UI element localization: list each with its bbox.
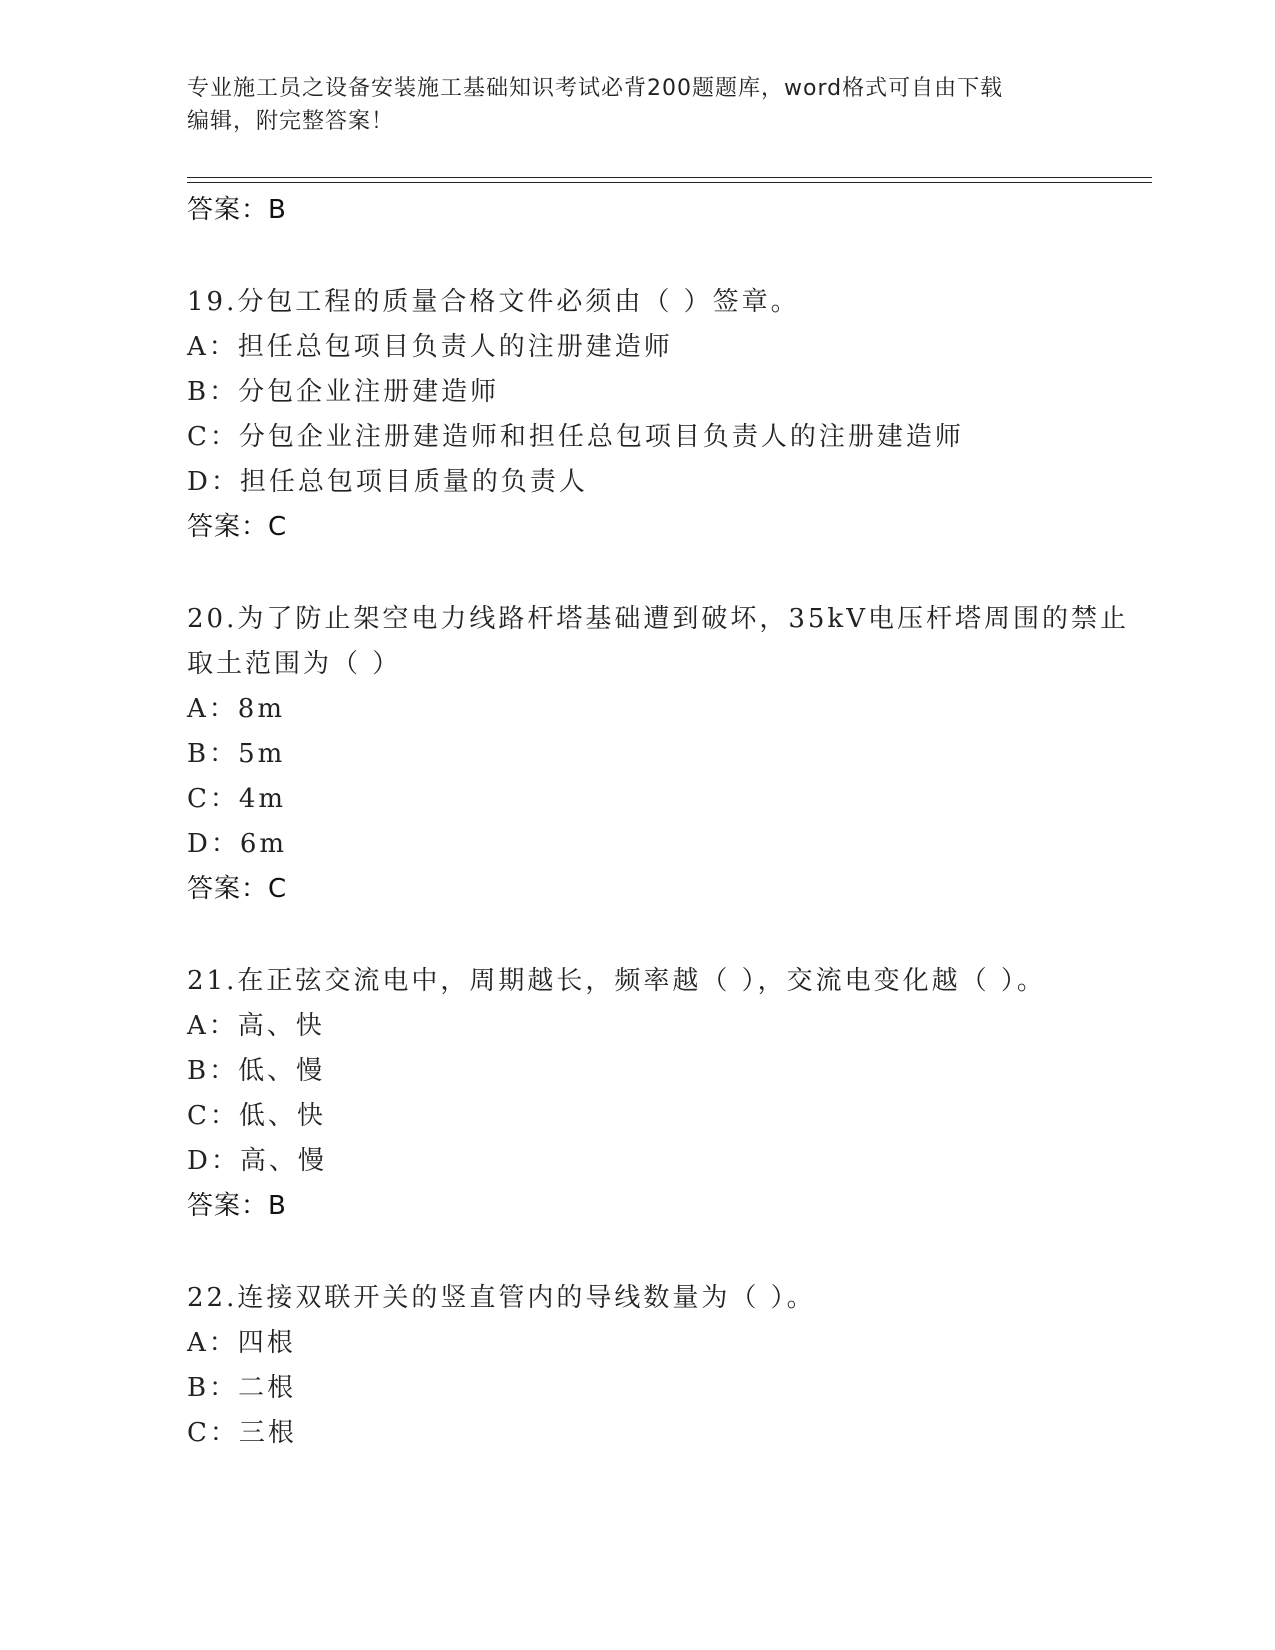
option-b: B：低、慢 <box>187 1056 326 1086</box>
option-d: D：担任总包项目质量的负责人 <box>187 467 588 497</box>
answer: 答案：B <box>187 1191 287 1221</box>
option-c: C：低、快 <box>187 1101 326 1131</box>
option-a: A：四根 <box>187 1328 296 1358</box>
header-line-1: 专业施工员之设备安装施工基础知识考试必背200题题库，word格式可自由下载 <box>187 76 1004 101</box>
option-c: C：4m <box>187 784 287 814</box>
question-21 <box>187 959 1147 1228</box>
question-text: 21.在正弦交流电中，周期越长，频率越（ ），交流电变化越（ ）。 <box>187 966 1046 996</box>
option-c: C：分包企业注册建造师和担任总包项目负责人的注册建造师 <box>187 422 964 452</box>
option-a: A：担任总包项目负责人的注册建造师 <box>187 332 673 362</box>
answer: 答案：C <box>187 874 288 904</box>
question-text: 22.连接双联开关的竖直管内的导线数量为（ ）。 <box>187 1283 816 1313</box>
option-b: B：二根 <box>187 1373 297 1403</box>
question-22 <box>187 1276 1147 1456</box>
previous-answer: 答案：B <box>187 195 287 225</box>
question-20 <box>187 597 1147 911</box>
option-c: C：三根 <box>187 1418 297 1448</box>
option-d: D：高、慢 <box>187 1146 327 1176</box>
page-header <box>187 72 1087 138</box>
option-d: D：6m <box>187 829 288 859</box>
question-text: 20.为了防止架空电力线路杆塔基础遭到破坏，35kV电压杆塔周围的禁止取土范围为（ ） <box>187 604 1129 679</box>
header-divider-bottom <box>187 182 1152 183</box>
option-a: A：高、快 <box>187 1011 325 1041</box>
question-list <box>187 188 1147 1504</box>
header-divider-top <box>187 177 1152 178</box>
option-a: A：8m <box>187 694 285 724</box>
question-text: 19.分包工程的质量合格文件必须由（ ）签章。 <box>187 287 800 317</box>
header-line-2: 编辑，附完整答案！ <box>187 109 395 134</box>
answer: 答案：C <box>187 512 288 542</box>
option-b: B：5m <box>187 739 286 769</box>
question-19 <box>187 280 1147 549</box>
option-b: B：分包企业注册建造师 <box>187 377 500 407</box>
